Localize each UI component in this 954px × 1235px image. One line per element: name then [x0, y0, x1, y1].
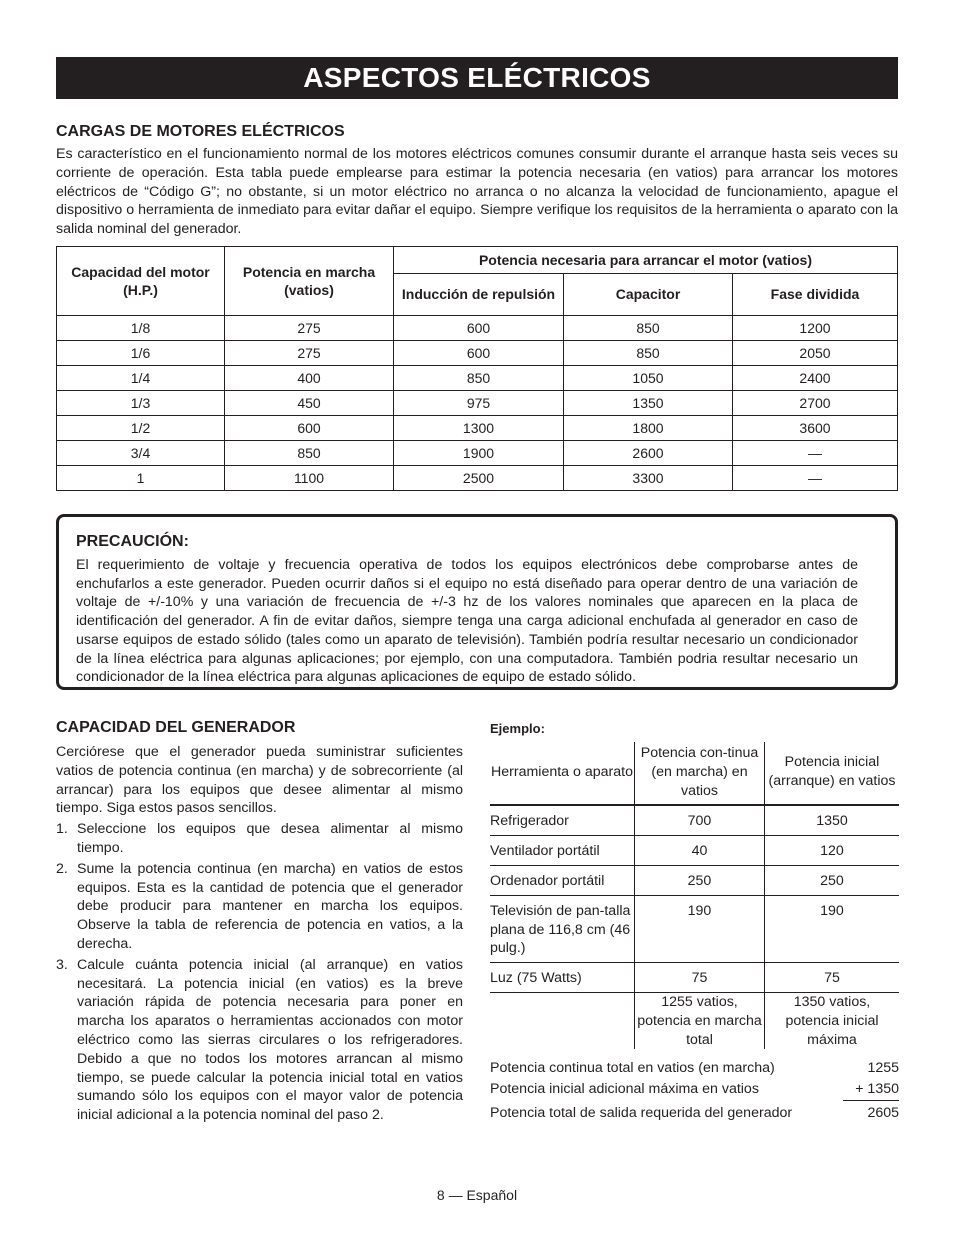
table-cell: 2600	[564, 440, 733, 465]
example-table	[490, 742, 899, 1049]
table-cell: 850	[564, 340, 733, 365]
table-cell: 40	[635, 836, 765, 866]
table-cell: 975	[394, 390, 564, 415]
step-text: Sume la potencia continua (en marcha) en vatios de estos equipos. Esta es la cantidad de potencia que el generador debe producir para mantener en marcha los equipos. Observe la tabla de referencia de potencia en vatios, a la derecha.	[77, 860, 463, 952]
page-footer: 8 — Español	[436, 1187, 518, 1203]
table-cell: 190	[635, 895, 765, 962]
col-split-phase: Fase dividida	[733, 273, 898, 315]
table-cell: 1/4	[57, 365, 225, 390]
table-cell: 1100	[225, 465, 394, 490]
table-row	[490, 963, 899, 993]
table-cell: 400	[225, 365, 394, 390]
col-running-watts: Potencia en marcha (vatios)	[225, 246, 394, 315]
table-cell: 275	[225, 315, 394, 340]
table-cell: 275	[225, 340, 394, 365]
col-starting: Potencia inicial (arranque) en vatios	[765, 742, 900, 805]
list-item	[56, 860, 463, 954]
table-cell: Ventilador portátil	[490, 836, 635, 866]
table-cell: Televisión de pan-talla plana de 116,8 cm (46 pulg.)	[490, 895, 635, 962]
sum-label: Potencia total de salida requerida del generador	[490, 1105, 793, 1122]
table-row	[57, 440, 898, 465]
table-cell: 250	[765, 865, 900, 895]
table-cell: 3/4	[57, 440, 225, 465]
table-row	[490, 805, 899, 835]
list-item	[56, 820, 463, 858]
col-group-starting: Potencia necesaria para arrancar el motor (vatios)	[394, 246, 898, 273]
capacity-intro: Cerciórese que el generador pueda suministrar suficientes vatios de potencia continua (en marcha) y de sobrecorriente (al arrancar) para los equipos que desee alimentar al mismo tiempo. Siga estos pasos sencillos.	[56, 743, 463, 817]
table-cell: 1200	[733, 315, 898, 340]
caution-body: El requerimiento de voltaje y frecuencia operativa de todos los equipos electrónicos debe comprobarse antes de enchufarlos a este generador. Pueden ocurrir daños si el equipo no está diseñado para operar dentro de una variación de voltaje de +/-10% y una variación de frecuencia de +/-3 hz de los valores nominales que aparecen en la placa de identificación del generador. A fin de evitar daños, siempre tenga una carga adicional enchufada al generador en caso de usarse equipos de estado sólido (tales como un aparato de televisión). También podría resultar necesario un condicionador de la línea eléctrica para algunas aplicaciones; por ejemplo, con una computadora. También podria resultar necesario un condicionador de la línea eléctrica para algunas aplicaciones de equipo de estado sólido.	[76, 556, 858, 686]
table-cell: 450	[225, 390, 394, 415]
table-cell: 1	[57, 465, 225, 490]
col-tool: Herramienta o aparato	[490, 742, 635, 805]
sum-line	[490, 1079, 899, 1101]
table-row	[57, 340, 898, 365]
example-section	[490, 721, 899, 1124]
capacity-section	[56, 719, 463, 1125]
table-cell: 1/8	[57, 315, 225, 340]
motor-start-table	[56, 246, 898, 491]
page	[56, 57, 899, 1124]
sum-line	[490, 1103, 899, 1124]
table-cell: 600	[225, 415, 394, 440]
col-running: Potencia con-tinua (en marcha) en vatios	[635, 742, 765, 805]
capacity-heading: CAPACIDAD DEL GENERADOR	[56, 718, 296, 736]
step-number: 1.	[56, 821, 68, 838]
table-row	[57, 415, 898, 440]
table-row	[490, 895, 899, 962]
step-number: 3.	[56, 956, 68, 973]
table-cell: Luz (75 Watts)	[490, 963, 635, 993]
col-repulsion: Inducción de repulsión	[394, 273, 564, 315]
table-row	[57, 315, 898, 340]
table-cell: 850	[225, 440, 394, 465]
table-cell: —	[733, 440, 898, 465]
table-cell: 600	[394, 315, 564, 340]
table-cell: 1/6	[57, 340, 225, 365]
example-sums	[490, 1058, 899, 1124]
caution-box	[56, 514, 898, 690]
table-cell: Ordenador portátil	[490, 865, 635, 895]
table-cell: 1900	[394, 440, 564, 465]
table-cell: 1350	[564, 390, 733, 415]
table-cell: 2400	[733, 365, 898, 390]
sum-line	[490, 1058, 899, 1079]
col-capacitor: Capacitor	[564, 273, 733, 315]
table-cell: 700	[635, 805, 765, 835]
table-cell: —	[733, 465, 898, 490]
motor-loads-body: Es característico en el funcionamiento normal de los motores eléctricos comunes consumir durante el arranque hasta seis veces su corriente de operación. Esta tabla puede emplearse para estimar la potencia necesaria (en vatios) para arrancar los motores eléctricos de “Código G”; no obstante, si un motor eléctrico no arranca o no alcanza la velocidad de funcionamiento, apague el dispositivo o herramienta de inmediato para evitar dañar el equipo. Siempre verifique los requisitos de la herramienta o aparato con la salida nominal del generador.	[56, 146, 898, 238]
example-label: Ejemplo:	[490, 720, 545, 736]
table-cell: 850	[394, 365, 564, 390]
table-cell: 75	[765, 963, 900, 993]
table-cell: 3300	[564, 465, 733, 490]
table-cell: 1/2	[57, 415, 225, 440]
total-starting: 1350 vatios, potencia inicial máxima	[765, 992, 900, 1049]
table-cell: 850	[564, 315, 733, 340]
table-row	[490, 865, 899, 895]
step-number: 2.	[56, 860, 68, 877]
table-cell: 2050	[733, 340, 898, 365]
sum-value: + 1350	[843, 1079, 899, 1101]
list-item	[56, 956, 463, 1125]
sum-label: Potencia continua total en vatios (en marcha)	[490, 1060, 775, 1077]
table-cell: 600	[394, 340, 564, 365]
table-cell: 190	[765, 895, 900, 962]
table-cell: 1800	[564, 415, 733, 440]
sum-value: 2605	[867, 1105, 899, 1122]
table-cell: 1300	[394, 415, 564, 440]
sum-label: Potencia inicial adicional máxima en vatios	[490, 1081, 759, 1098]
motor-loads-section	[56, 123, 898, 239]
col-motor-hp: Capacidad del motor (H.P.)	[57, 246, 225, 315]
step-text: Seleccione los equipos que desea alimentar al mismo tiempo.	[77, 821, 463, 856]
table-row	[57, 365, 898, 390]
table-cell: 1350	[765, 805, 900, 835]
table-cell: 75	[635, 963, 765, 993]
table-cell: 2500	[394, 465, 564, 490]
step-text: Calcule cuánta potencia inicial (al arranque) en vatios necesitará. La potencia inicial (en vatios) es la breve variación rápida de potencia necesaria para poner en marcha los aparatos o herramientas accionados con motor eléctrico como las sierras circulares o los refrigeradores. Debido a que no todos los motores arrancan al mismo tiempo, se puede calcular la potencia inicial total en vatios sumando sólo los equipos con el mayor valor de potencia inicial adicional a la potencia nominal del paso 2.	[77, 956, 463, 1124]
table-row	[57, 390, 898, 415]
capacity-steps	[56, 820, 463, 1125]
table-row	[57, 465, 898, 490]
table-cell: 250	[635, 865, 765, 895]
sum-value: 1255	[867, 1060, 899, 1077]
total-running: 1255 vatios, potencia en marcha total	[635, 992, 765, 1049]
table-cell: 120	[765, 836, 900, 866]
table-cell: 1050	[564, 365, 733, 390]
page-title: ASPECTOS ELÉCTRICOS	[56, 57, 898, 99]
caution-heading: PRECAUCIÓN:	[76, 532, 189, 550]
table-cell: Refrigerador	[490, 805, 635, 835]
table-row	[490, 836, 899, 866]
motor-loads-heading: CARGAS DE MOTORES ELÉCTRICOS	[56, 123, 345, 140]
table-cell: 3600	[733, 415, 898, 440]
table-cell: 1/3	[57, 390, 225, 415]
table-cell: 2700	[733, 390, 898, 415]
